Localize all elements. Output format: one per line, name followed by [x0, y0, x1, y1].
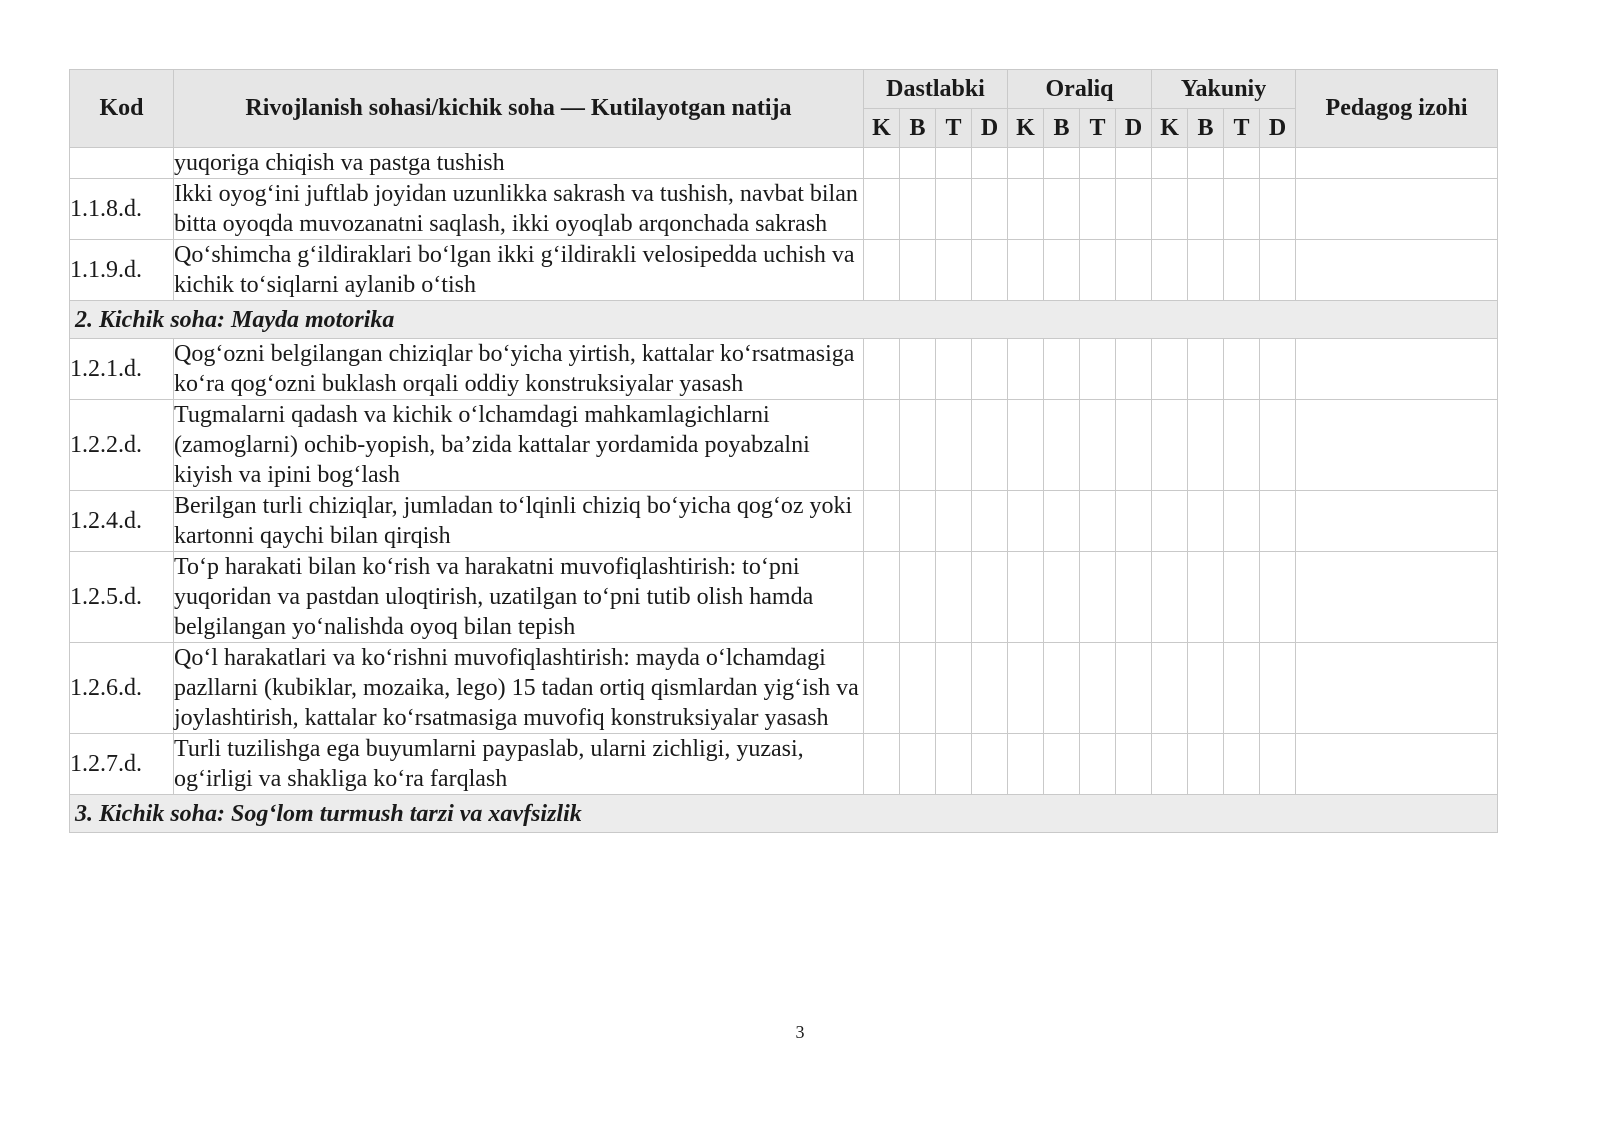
assessment-cell[interactable]	[1152, 491, 1188, 552]
assessment-cell[interactable]	[1044, 339, 1080, 400]
assessment-cell[interactable]	[1224, 148, 1260, 179]
assessment-cell[interactable]	[1152, 179, 1188, 240]
table-row	[70, 552, 1498, 643]
phase-header-dastlabki: Dastlabki	[864, 70, 1008, 109]
assessment-cell[interactable]	[1116, 148, 1152, 179]
assessment-cell[interactable]	[1152, 148, 1188, 179]
assessment-cell[interactable]	[1224, 552, 1260, 643]
assessment-cell[interactable]	[1224, 491, 1260, 552]
assessment-cell[interactable]	[1116, 240, 1152, 301]
assessment-cell[interactable]	[1008, 491, 1044, 552]
assessment-cell[interactable]	[900, 148, 936, 179]
assessment-cell[interactable]	[1188, 179, 1224, 240]
assessment-cell[interactable]	[1224, 240, 1260, 301]
assessment-cell[interactable]	[1260, 552, 1296, 643]
page-number: 3	[795, 1022, 805, 1042]
section-row	[70, 795, 1498, 833]
assessment-cell[interactable]	[972, 339, 1008, 400]
assessment-cell[interactable]	[1080, 179, 1116, 240]
table-body	[70, 148, 1498, 833]
assessment-cell[interactable]	[972, 552, 1008, 643]
pedagog-note-cell[interactable]	[1296, 643, 1498, 734]
assessment-cell[interactable]	[864, 148, 900, 179]
assessment-table	[69, 69, 1498, 833]
assessment-cell[interactable]	[1080, 240, 1116, 301]
table-row	[70, 339, 1498, 400]
assessment-cell[interactable]	[1080, 643, 1116, 734]
assessment-cell[interactable]	[1116, 491, 1152, 552]
outcome-code: 1.2.6.d.	[70, 643, 174, 734]
assessment-cell[interactable]	[1260, 643, 1296, 734]
outcome-code: 1.2.5.d.	[70, 552, 174, 643]
outcome-code: 1.1.8.d.	[70, 179, 174, 240]
pedagog-note-cell[interactable]	[1296, 734, 1498, 795]
assessment-cell[interactable]	[864, 339, 900, 400]
outcome-code: 1.2.1.d.	[70, 339, 174, 400]
outcome-description: Qog‘ozni belgilangan chiziqlar bo‘yicha yirtish, kattalar ko‘rsatmasiga ko‘ra qog‘ozni buklash orqali oddiy konstruksiyalar yasash	[174, 339, 864, 400]
assessment-cell[interactable]	[1152, 552, 1188, 643]
assessment-cell[interactable]	[1152, 240, 1188, 301]
assessment-cell[interactable]	[1044, 491, 1080, 552]
assessment-cell[interactable]	[1224, 643, 1260, 734]
assessment-cell[interactable]	[900, 339, 936, 400]
assessment-cell[interactable]	[972, 643, 1008, 734]
assessment-cell[interactable]	[1080, 148, 1116, 179]
assessment-cell[interactable]	[972, 240, 1008, 301]
assessment-cell[interactable]	[1080, 491, 1116, 552]
assessment-cell[interactable]	[1044, 552, 1080, 643]
assessment-cell[interactable]	[1044, 240, 1080, 301]
assessment-cell[interactable]	[1080, 400, 1116, 491]
table-row	[70, 400, 1498, 491]
assessment-cell[interactable]	[936, 148, 972, 179]
assessment-cell[interactable]	[1116, 552, 1152, 643]
level-header-k: K	[864, 109, 900, 148]
assessment-cell[interactable]	[1044, 643, 1080, 734]
table-row	[70, 240, 1498, 301]
assessment-cell[interactable]	[1152, 400, 1188, 491]
pedagog-note-cell[interactable]	[1296, 339, 1498, 400]
assessment-cell[interactable]	[972, 179, 1008, 240]
assessment-cell[interactable]	[1260, 240, 1296, 301]
level-header-d: D	[1116, 109, 1152, 148]
assessment-cell[interactable]	[1008, 240, 1044, 301]
assessment-cell[interactable]	[1188, 552, 1224, 643]
pedagog-izohi-header: Pedagog izohi	[1296, 70, 1498, 148]
assessment-cell[interactable]	[1224, 734, 1260, 795]
assessment-cell[interactable]	[1188, 491, 1224, 552]
table-row	[70, 734, 1498, 795]
assessment-cell[interactable]	[972, 148, 1008, 179]
level-header-t: T	[1224, 109, 1260, 148]
pedagog-note-cell[interactable]	[1296, 552, 1498, 643]
assessment-cell[interactable]	[1188, 240, 1224, 301]
assessment-cell[interactable]	[1044, 179, 1080, 240]
assessment-cell[interactable]	[1008, 400, 1044, 491]
assessment-cell[interactable]	[864, 400, 900, 491]
level-header-b: B	[900, 109, 936, 148]
assessment-cell[interactable]	[1116, 339, 1152, 400]
phase-header-oraliq: Oraliq	[1008, 70, 1152, 109]
level-header-d: D	[1260, 109, 1296, 148]
assessment-cell[interactable]	[936, 734, 972, 795]
assessment-cell[interactable]	[900, 734, 936, 795]
outcome-code: 1.2.2.d.	[70, 400, 174, 491]
assessment-cell[interactable]	[1080, 339, 1116, 400]
table-row	[70, 179, 1498, 240]
pedagog-note-cell[interactable]	[1296, 240, 1498, 301]
assessment-cell[interactable]	[1152, 339, 1188, 400]
assessment-cell[interactable]	[1188, 339, 1224, 400]
assessment-cell[interactable]	[1188, 643, 1224, 734]
outcome-description: Qo‘shimcha g‘ildiraklari bo‘lgan ikki g‘ildirakli velosipedda uchish va kichik to‘siqlarni aylanib o‘tish	[174, 240, 864, 301]
pedagog-note-cell[interactable]	[1296, 491, 1498, 552]
outcome-description: Tugmalarni qadash va kichik o‘lchamdagi mahkamlagichlarni (zamoglarni) ochib-yopish, ba’zida kattalar yordamida poyabzalni kiyish va ipini bog‘lash	[174, 400, 864, 491]
assessment-cell[interactable]	[1044, 148, 1080, 179]
assessment-cell[interactable]	[900, 240, 936, 301]
assessment-cell[interactable]	[1008, 339, 1044, 400]
outcome-description: Berilgan turli chiziqlar, jumladan to‘lqinli chiziq bo‘yicha qog‘oz yoki kartonni qaychi bilan qirqish	[174, 491, 864, 552]
outcome-header: Rivojlanish sohasi/kichik soha — Kutilayotgan natija	[174, 70, 864, 148]
assessment-cell[interactable]	[1224, 179, 1260, 240]
assessment-cell[interactable]	[1260, 400, 1296, 491]
table-row	[70, 643, 1498, 734]
assessment-cell[interactable]	[936, 179, 972, 240]
assessment-cell[interactable]	[972, 400, 1008, 491]
outcome-description: Qo‘l harakatlari va ko‘rishni muvofiqlashtirish: mayda o‘lchamdagi pazllarni (kubiklar, mozaika, lego) 15 tadan ortiq qismlardan yig‘ish va joylashtirish, kattalar ko‘rsatmasiga muvofiq konstruksiyalar yasash	[174, 643, 864, 734]
assessment-cell[interactable]	[1260, 491, 1296, 552]
table-header	[70, 70, 1498, 148]
level-header-t: T	[1080, 109, 1116, 148]
assessment-cell[interactable]	[900, 400, 936, 491]
assessment-cell[interactable]	[936, 400, 972, 491]
pedagog-note-cell[interactable]	[1296, 148, 1498, 179]
section-row	[70, 301, 1498, 339]
level-header-k: K	[1008, 109, 1044, 148]
level-header-b: B	[1044, 109, 1080, 148]
assessment-cell[interactable]	[1260, 179, 1296, 240]
assessment-cell[interactable]	[1116, 400, 1152, 491]
assessment-cell[interactable]	[1044, 734, 1080, 795]
assessment-cell[interactable]	[1116, 734, 1152, 795]
assessment-cell[interactable]	[1224, 339, 1260, 400]
assessment-cell[interactable]	[1008, 179, 1044, 240]
assessment-cell[interactable]	[900, 552, 936, 643]
assessment-cell[interactable]	[936, 339, 972, 400]
table-row	[70, 148, 1498, 179]
outcome-description: Ikki oyog‘ini juftlab joyidan uzunlikka sakrash va tushish, navbat bilan bitta oyoqda muvozanatni saqlash, ikki oyoqlab arqonchada sakrash	[174, 179, 864, 240]
kod-header: Kod	[70, 70, 174, 148]
assessment-cell[interactable]	[1188, 400, 1224, 491]
pedagog-note-cell[interactable]	[1296, 179, 1498, 240]
assessment-cell[interactable]	[1260, 734, 1296, 795]
assessment-cell[interactable]	[864, 179, 900, 240]
assessment-cell[interactable]	[864, 734, 900, 795]
assessment-cell[interactable]	[900, 491, 936, 552]
assessment-cell[interactable]	[864, 240, 900, 301]
assessment-cell[interactable]	[1116, 643, 1152, 734]
assessment-cell[interactable]	[864, 491, 900, 552]
assessment-cell[interactable]	[900, 643, 936, 734]
assessment-cell[interactable]	[864, 552, 900, 643]
outcome-code	[70, 148, 174, 179]
level-header-d: D	[972, 109, 1008, 148]
assessment-cell[interactable]	[1008, 643, 1044, 734]
outcome-code: 1.2.4.d.	[70, 491, 174, 552]
assessment-cell[interactable]	[936, 552, 972, 643]
assessment-cell[interactable]	[1044, 400, 1080, 491]
assessment-cell[interactable]	[1116, 179, 1152, 240]
assessment-cell[interactable]	[936, 643, 972, 734]
assessment-cell[interactable]	[972, 491, 1008, 552]
section-title: 2. Kichik soha: Mayda motorika	[70, 301, 1498, 339]
pedagog-note-cell[interactable]	[1296, 400, 1498, 491]
assessment-cell[interactable]	[900, 179, 936, 240]
outcome-code: 1.1.9.d.	[70, 240, 174, 301]
assessment-cell[interactable]	[1008, 552, 1044, 643]
level-header-t: T	[936, 109, 972, 148]
assessment-cell[interactable]	[936, 240, 972, 301]
section-title: 3. Kichik soha: Sog‘lom turmush tarzi va xavfsizlik	[70, 795, 1498, 833]
assessment-cell[interactable]	[1188, 734, 1224, 795]
assessment-cell[interactable]	[936, 491, 972, 552]
table-row	[70, 491, 1498, 552]
outcome-description: To‘p harakati bilan ko‘rish va harakatni muvofiqlashtirish: to‘pni yuqoridan va pastdan uloqtirish, uzatilgan to‘pni tutib olish hamda belgilangan yo‘nalishda oyoq bilan tepish	[174, 552, 864, 643]
assessment-cell[interactable]	[1152, 643, 1188, 734]
outcome-code: 1.2.7.d.	[70, 734, 174, 795]
assessment-cell[interactable]	[1224, 400, 1260, 491]
outcome-description: Turli tuzilishga ega buyumlarni paypaslab, ularni zichligi, yuzasi, og‘irligi va shakliga ko‘ra farqlash	[174, 734, 864, 795]
assessment-cell[interactable]	[1080, 552, 1116, 643]
assessment-cell[interactable]	[1188, 148, 1224, 179]
level-header-b: B	[1188, 109, 1224, 148]
assessment-cell[interactable]	[1260, 148, 1296, 179]
assessment-cell[interactable]	[1260, 339, 1296, 400]
assessment-cell[interactable]	[1080, 734, 1116, 795]
assessment-cell[interactable]	[1008, 148, 1044, 179]
assessment-cell[interactable]	[1152, 734, 1188, 795]
assessment-cell[interactable]	[1008, 734, 1044, 795]
assessment-cell[interactable]	[972, 734, 1008, 795]
outcome-description: yuqoriga chiqish va pastga tushish	[174, 148, 864, 179]
assessment-cell[interactable]	[864, 643, 900, 734]
phase-header-yakuniy: Yakuniy	[1152, 70, 1296, 109]
level-header-k: K	[1152, 109, 1188, 148]
